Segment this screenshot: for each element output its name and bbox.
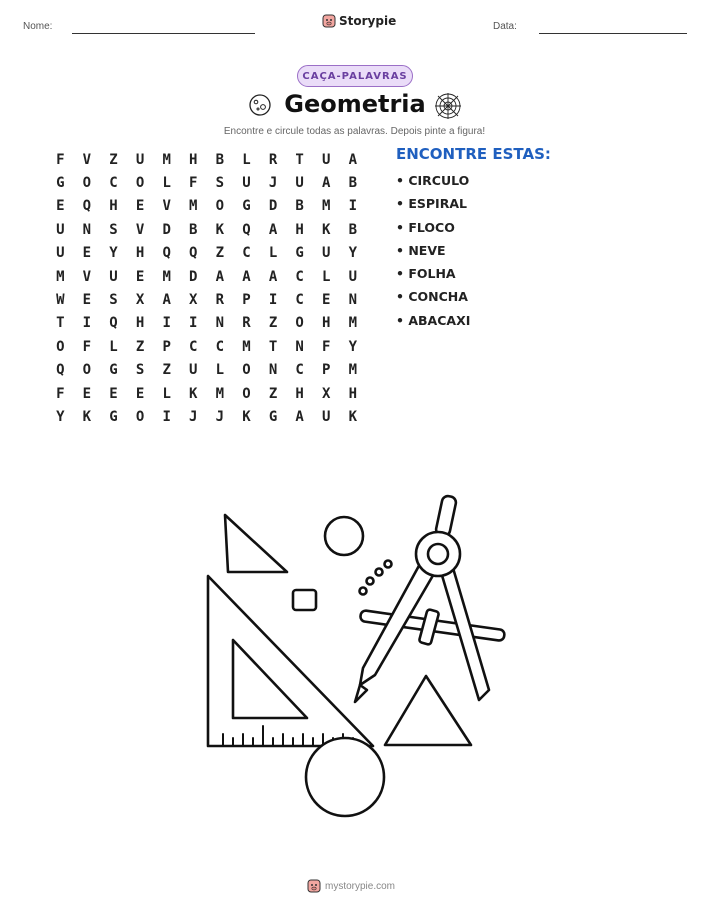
word-list <box>396 172 470 335</box>
grid-cell[interactable]: A <box>322 175 331 192</box>
grid-cell[interactable]: X <box>322 385 331 402</box>
page-title: Geometria <box>284 90 426 118</box>
grid-cell[interactable]: U <box>322 151 331 168</box>
grid-cell[interactable]: A <box>348 151 358 168</box>
grid-cell[interactable]: Y <box>348 245 358 262</box>
grid-cell[interactable]: I <box>162 408 171 425</box>
grid-cell[interactable]: M <box>162 268 171 285</box>
grid-cell[interactable]: E <box>322 292 331 309</box>
big-circle-shape <box>306 738 384 816</box>
grid-cell[interactable]: E <box>135 268 145 285</box>
brand-name: Storypie <box>339 14 397 28</box>
grid-cell[interactable]: O <box>56 338 65 355</box>
grid-cell[interactable]: F <box>189 175 198 192</box>
spider-web-icon <box>434 92 462 120</box>
grid-cell[interactable]: S <box>215 175 225 192</box>
grid-cell[interactable]: L <box>215 362 225 379</box>
grid-cell[interactable]: H <box>135 245 145 262</box>
grid-cell[interactable]: C <box>215 338 225 355</box>
category-badge: CAÇA-PALAVRAS <box>297 65 413 87</box>
grid-cell[interactable]: M <box>348 362 358 379</box>
square-shape <box>293 590 316 610</box>
grid-cell[interactable]: Z <box>215 245 225 262</box>
grid-cell[interactable]: Q <box>82 198 92 215</box>
grid-cell[interactable]: N <box>215 315 225 332</box>
grid-cell[interactable]: Z <box>268 315 278 332</box>
grid-cell[interactable]: H <box>109 198 118 215</box>
grid-cell[interactable]: Y <box>109 245 118 262</box>
geometry-tools-illustration <box>195 490 515 825</box>
grid-cell[interactable]: M <box>322 198 331 215</box>
grid-cell[interactable]: F <box>322 338 331 355</box>
grid-cell[interactable]: C <box>189 338 198 355</box>
grid-cell[interactable]: T <box>56 315 65 332</box>
grid-cell[interactable]: D <box>162 221 171 238</box>
grid-cell[interactable]: C <box>295 268 304 285</box>
dot-shape <box>376 569 383 576</box>
instructions: Encontre e circule todas as palavras. Depois pinte a figura! <box>223 126 486 137</box>
grid-cell[interactable]: C <box>295 292 304 309</box>
grid-cell[interactable]: A <box>215 268 225 285</box>
grid-cell[interactable]: B <box>215 151 225 168</box>
grid-cell[interactable]: Y <box>56 408 65 425</box>
grid-cell[interactable]: X <box>189 292 198 309</box>
grid-cell[interactable]: X <box>135 292 145 309</box>
grid-cell[interactable]: U <box>322 408 331 425</box>
grid-cell[interactable]: B <box>348 221 358 238</box>
grid-cell[interactable]: T <box>268 338 278 355</box>
grid-cell[interactable]: B <box>295 198 304 215</box>
grid-cell[interactable]: Y <box>348 338 358 355</box>
word-list-item: • ESPIRAL <box>396 196 467 212</box>
grid-cell[interactable]: V <box>82 268 92 285</box>
date-line <box>539 33 687 34</box>
grid-cell[interactable]: V <box>135 221 145 238</box>
grid-cell[interactable]: Q <box>56 362 65 379</box>
grid-cell[interactable]: E <box>82 292 92 309</box>
grid-cell[interactable]: C <box>295 362 304 379</box>
grid-cell[interactable]: L <box>242 151 251 168</box>
grid-cell[interactable]: U <box>348 268 358 285</box>
grid-cell[interactable]: K <box>82 408 92 425</box>
grid-cell[interactable]: D <box>189 268 198 285</box>
grid-cell[interactable]: B <box>189 221 198 238</box>
name-label: Nome: <box>23 21 53 32</box>
grid-cell[interactable]: U <box>135 151 145 168</box>
grid-cell[interactable]: E <box>135 385 145 402</box>
grid-cell[interactable]: E <box>109 385 118 402</box>
grid-cell[interactable]: W <box>56 292 65 309</box>
grid-cell[interactable]: J <box>215 408 225 425</box>
grid-cell[interactable]: U <box>56 221 65 238</box>
grid-cell[interactable]: M <box>162 151 171 168</box>
grid-cell[interactable]: M <box>242 338 251 355</box>
footer-url: mystorypie.com <box>325 880 396 892</box>
grid-cell[interactable]: O <box>295 315 304 332</box>
grid-cell[interactable]: C <box>109 175 118 192</box>
grid-cell[interactable]: L <box>162 175 171 192</box>
word-list-item: • FLOCO <box>396 219 455 235</box>
grid-cell[interactable]: G <box>109 362 118 379</box>
grid-cell[interactable]: L <box>109 338 118 355</box>
grid-cell[interactable]: U <box>109 268 118 285</box>
small-triangle-shape <box>225 515 287 572</box>
grid-cell[interactable]: L <box>322 268 331 285</box>
grid-cell[interactable]: K <box>242 408 251 425</box>
grid-cell[interactable]: Z <box>109 151 118 168</box>
brand-logo <box>322 14 396 28</box>
grid-cell[interactable]: Q <box>162 245 171 262</box>
grid-cell[interactable]: V <box>162 198 171 215</box>
triangle-shape <box>385 676 471 745</box>
grid-cell[interactable]: L <box>162 385 171 402</box>
word-list-item: • NEVE <box>396 242 446 258</box>
grid-cell[interactable]: K <box>322 221 331 238</box>
grid-cell[interactable]: S <box>135 362 145 379</box>
grid-cell[interactable]: O <box>242 362 251 379</box>
pig-mascot-icon <box>322 14 336 28</box>
footer <box>307 879 395 893</box>
grid-cell[interactable]: U <box>189 362 198 379</box>
grid-cell[interactable]: D <box>268 198 278 215</box>
grid-cell[interactable]: C <box>242 245 251 262</box>
grid-cell[interactable]: S <box>109 292 118 309</box>
grid-cell[interactable]: F <box>82 338 92 355</box>
pig-mascot-icon <box>307 879 321 893</box>
grid-cell[interactable]: O <box>82 362 92 379</box>
grid-cell[interactable]: G <box>242 198 251 215</box>
word-search-grid <box>47 148 366 429</box>
grid-cell[interactable]: I <box>348 198 358 215</box>
grid-cell[interactable]: G <box>268 408 278 425</box>
word-list-title: ENCONTRE ESTAS: <box>396 145 551 163</box>
date-label: Data: <box>493 21 517 32</box>
grid-cell[interactable]: G <box>56 175 65 192</box>
grid-cell[interactable]: P <box>242 292 251 309</box>
grid-cell[interactable]: Q <box>109 315 118 332</box>
grid-cell[interactable]: E <box>56 198 65 215</box>
grid-cell[interactable]: H <box>322 315 331 332</box>
grid-cell[interactable]: H <box>348 385 358 402</box>
grid-cell[interactable]: U <box>242 175 251 192</box>
word-list-item: • CIRCULO <box>396 173 470 188</box>
circle-shape <box>325 517 363 555</box>
word-list-item: • CONCHA <box>396 289 468 305</box>
grid-cell[interactable]: I <box>189 315 198 332</box>
grid-cell[interactable]: N <box>268 362 278 379</box>
grid-cell[interactable]: N <box>82 221 92 238</box>
grid-cell[interactable]: B <box>348 175 358 192</box>
grid-cell[interactable]: F <box>56 151 65 168</box>
grid-cell[interactable]: E <box>82 245 92 262</box>
grid-cell[interactable]: I <box>268 292 278 309</box>
grid-cell[interactable]: K <box>348 408 358 425</box>
grid-cell[interactable]: Z <box>162 362 171 379</box>
grid-cell[interactable]: T <box>295 151 304 168</box>
grid-cell[interactable]: A <box>268 221 278 238</box>
word-list-item: • ABACAXI <box>396 312 471 328</box>
grid-cell[interactable]: R <box>242 315 251 332</box>
grid-cell[interactable]: J <box>189 408 198 425</box>
grid-cell[interactable]: N <box>348 292 358 309</box>
grid-cell[interactable]: I <box>82 315 92 332</box>
grid-cell[interactable]: O <box>82 175 92 192</box>
grid-cell[interactable]: A <box>268 268 278 285</box>
grid-cell[interactable]: P <box>322 362 331 379</box>
grid-cell[interactable]: I <box>162 315 171 332</box>
word-list-item: • FOLHA <box>396 266 456 282</box>
grid-cell[interactable]: K <box>189 385 198 402</box>
grid-cell[interactable]: V <box>82 151 92 168</box>
compass-pencil-tip <box>355 685 367 702</box>
grid-cell[interactable]: P <box>162 338 171 355</box>
grid-cell[interactable]: O <box>242 385 251 402</box>
grid-cell[interactable]: G <box>109 408 118 425</box>
grid-cell[interactable]: E <box>135 198 145 215</box>
grid-cell[interactable]: H <box>135 315 145 332</box>
name-line <box>72 33 255 34</box>
grid-cell[interactable]: U <box>322 245 331 262</box>
grid-cell[interactable]: E <box>82 385 92 402</box>
grid-cell[interactable]: O <box>215 198 225 215</box>
grid-cell[interactable]: Q <box>242 221 251 238</box>
grid-cell[interactable]: J <box>268 175 278 192</box>
grid-cell[interactable]: N <box>295 338 304 355</box>
grid-cell[interactable]: H <box>189 151 198 168</box>
grid-cell[interactable]: M <box>189 198 198 215</box>
dot-shape <box>367 578 374 585</box>
grid-cell[interactable]: U <box>56 245 65 262</box>
grid-cell[interactable]: M <box>348 315 358 332</box>
grid-cell[interactable]: A <box>242 268 251 285</box>
grid-cell[interactable]: H <box>295 385 304 402</box>
grid-cell[interactable]: M <box>215 385 225 402</box>
grid-cell[interactable]: R <box>215 292 225 309</box>
dot-shape <box>360 588 367 595</box>
grid-cell[interactable]: G <box>295 245 304 262</box>
grid-cell[interactable]: U <box>295 175 304 192</box>
grid-cell[interactable]: F <box>56 385 65 402</box>
grid-cell[interactable]: O <box>135 408 145 425</box>
grid-cell[interactable]: Z <box>135 338 145 355</box>
grid-cell[interactable]: S <box>109 221 118 238</box>
grid-cell[interactable]: M <box>56 268 65 285</box>
dot-shape <box>385 561 392 568</box>
grid-cell[interactable]: K <box>215 221 225 238</box>
moon-icon <box>248 93 272 117</box>
grid-cell[interactable]: Q <box>189 245 198 262</box>
grid-cell[interactable]: Z <box>268 385 278 402</box>
grid-cell[interactable]: O <box>135 175 145 192</box>
compass-clamp <box>419 609 439 645</box>
grid-cell[interactable]: A <box>162 292 171 309</box>
grid-cell[interactable]: H <box>295 221 304 238</box>
grid-cell[interactable]: A <box>295 408 304 425</box>
grid-cell[interactable]: L <box>268 245 278 262</box>
grid-cell[interactable]: R <box>268 151 278 168</box>
